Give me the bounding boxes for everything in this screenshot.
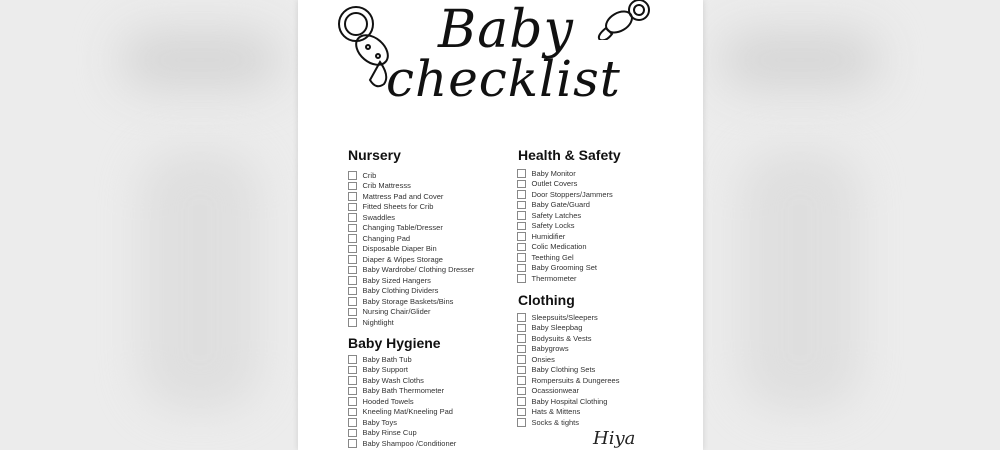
checklist-item: [517, 242, 613, 253]
checklist-item: [348, 244, 474, 255]
checklist-item-label: Baby Monitor: [531, 168, 576, 178]
checklist-page: [298, 0, 703, 450]
checklist-item: [517, 375, 619, 386]
checkbox[interactable]: [517, 201, 526, 210]
checklist-item-label: Baby Storage Baskets/Bins: [362, 296, 454, 306]
checkbox[interactable]: [348, 276, 357, 285]
checkbox[interactable]: [517, 169, 526, 178]
checkbox[interactable]: [348, 297, 357, 306]
pacifier-icon: [594, 0, 654, 40]
checklist-item-label: Babygrows: [531, 344, 569, 354]
checkbox[interactable]: [517, 190, 526, 199]
checkbox[interactable]: [348, 439, 357, 448]
checklist-item: [517, 273, 613, 284]
checkbox[interactable]: [348, 318, 357, 327]
checklist-item: [348, 254, 474, 265]
checkbox[interactable]: [348, 245, 357, 254]
checklist-item-label: Crib Mattresss: [362, 181, 411, 191]
checkbox[interactable]: [348, 203, 357, 212]
checklist-item-label: Mattress Pad and Cover: [362, 191, 444, 201]
checklist-item-label: Baby Bath Tub: [362, 354, 412, 364]
checkbox[interactable]: [348, 287, 357, 296]
checklist-item: [348, 286, 474, 297]
checklist-item-label: Crib: [362, 170, 377, 180]
checklist-item-label: Baby Rinse Cup: [362, 428, 417, 438]
checkbox[interactable]: [348, 192, 357, 201]
checklist-item: [517, 168, 613, 179]
checkbox[interactable]: [348, 355, 357, 364]
checklist-item-label: Baby Toys: [362, 417, 397, 427]
checkbox[interactable]: [517, 345, 526, 354]
nursery-list: [348, 170, 474, 328]
checklist-item: [348, 407, 456, 418]
checkbox[interactable]: [517, 313, 526, 322]
checklist-item-label: Teething Gel: [531, 252, 574, 262]
checkbox[interactable]: [348, 266, 357, 275]
heading-baby-hygiene: Baby Hygiene: [348, 335, 441, 351]
checklist-item-label: Baby Wardrobe/ Clothing Dresser: [362, 265, 475, 275]
checklist-item: [517, 210, 613, 221]
checkbox[interactable]: [348, 308, 357, 317]
title-line-2: checklist: [386, 50, 621, 108]
checklist-item-label: Outlet Covers: [531, 179, 578, 189]
checklist-item-label: Thermometer: [531, 273, 577, 283]
checklist-item-label: Diaper & Wipes Storage: [362, 254, 443, 264]
checkbox[interactable]: [517, 264, 526, 273]
checklist-item: [517, 333, 619, 344]
checklist-item-label: Hooded Towels: [362, 396, 414, 406]
checkbox[interactable]: [517, 376, 526, 385]
checklist-item-label: Baby Gate/Guard: [531, 200, 590, 210]
checklist-item-label: Baby Sleepbag: [531, 323, 583, 333]
checklist-item: [517, 396, 619, 407]
checkbox[interactable]: [517, 222, 526, 231]
checklist-item-label: Swaddles: [362, 212, 396, 222]
checkbox[interactable]: [348, 397, 357, 406]
heading-health-safety: Health & Safety: [518, 147, 621, 163]
checklist-item: [517, 354, 619, 365]
heading-clothing: Clothing: [518, 292, 575, 308]
health-list: [517, 168, 613, 284]
checklist-item-label: Door Stoppers/Jammers: [531, 189, 613, 199]
checklist-item: [348, 438, 456, 449]
checklist-item-label: Socks & tights: [531, 417, 580, 427]
checklist-item: [348, 233, 474, 244]
checkbox[interactable]: [517, 274, 526, 283]
checklist-item-label: Onsies: [531, 354, 555, 364]
checklist-item-label: Nursing Chair/Glider: [362, 307, 431, 317]
checkbox[interactable]: [348, 429, 357, 438]
checkbox[interactable]: [517, 324, 526, 333]
checkbox[interactable]: [348, 224, 357, 233]
checklist-item-label: Fitted Sheets for Crib: [362, 202, 434, 212]
checkbox[interactable]: [517, 387, 526, 396]
checklist-item: [517, 323, 619, 334]
checklist-item-label: Disposable Diaper Bin: [362, 244, 437, 254]
checklist-item-label: Nightlight: [362, 317, 394, 327]
checklist-item-label: Ocassionwear: [531, 386, 580, 396]
checklist-item-label: Kneeling Mat/Kneeling Pad: [362, 407, 453, 417]
checklist-item-label: Baby Support: [362, 365, 408, 375]
checklist-item-label: Rompersuits & Dungerees: [531, 375, 620, 385]
checklist-item: [348, 375, 456, 386]
checklist-item: [348, 386, 456, 397]
checkbox[interactable]: [348, 408, 357, 417]
checklist-item: [348, 275, 474, 286]
background-blur-left: [120, 30, 280, 90]
checklist-item: [517, 221, 613, 232]
checklist-item: [348, 317, 474, 328]
checklist-item: [348, 417, 456, 428]
checklist-item-label: Baby Sized Hangers: [362, 275, 431, 285]
checklist-item-label: Baby Wash Cloths: [362, 375, 424, 385]
checklist-item: [348, 365, 456, 376]
checklist-item-label: Bodysuits & Vests: [531, 333, 592, 343]
checklist-item-label: Baby Clothing Sets: [531, 365, 596, 375]
checkbox[interactable]: [517, 408, 526, 417]
checklist-item: [517, 344, 619, 355]
checklist-item: [517, 200, 613, 211]
checkbox[interactable]: [348, 387, 357, 396]
checklist-item: [517, 189, 613, 200]
checklist-item-label: Humidifier: [531, 231, 566, 241]
checklist-item-label: Baby Hospital Clothing: [531, 396, 608, 406]
checklist-item: [517, 407, 619, 418]
checkbox[interactable]: [348, 182, 357, 191]
checkbox[interactable]: [348, 366, 357, 375]
checklist-item: [348, 202, 474, 213]
checkbox[interactable]: [517, 232, 526, 241]
checkbox[interactable]: [348, 376, 357, 385]
checkbox[interactable]: [517, 397, 526, 406]
checklist-item-label: Safety Locks: [531, 221, 575, 231]
checklist-item: [348, 212, 474, 223]
checklist-item-label: Safety Latches: [531, 210, 582, 220]
checklist-item: [517, 365, 619, 376]
checklist-item-label: Baby Shampoo /Conditioner: [362, 438, 457, 448]
checklist-item: [348, 307, 474, 318]
checkbox[interactable]: [517, 366, 526, 375]
checklist-item: [517, 252, 613, 263]
checklist-item: [348, 181, 474, 192]
checklist-item-label: Baby Bath Thermometer: [362, 386, 445, 396]
hygiene-list: [348, 354, 456, 449]
heading-nursery: Nursery: [348, 147, 401, 163]
checklist-item: [517, 263, 613, 274]
checklist-item: [517, 231, 613, 242]
checkbox[interactable]: [517, 334, 526, 343]
signature: Hiya: [593, 428, 636, 449]
checklist-item: [348, 396, 456, 407]
checkbox[interactable]: [348, 234, 357, 243]
checklist-item-label: Hats & Mittens: [531, 407, 581, 417]
checkbox[interactable]: [517, 253, 526, 262]
checkbox[interactable]: [348, 213, 357, 222]
checklist-item: [517, 386, 619, 397]
checkbox[interactable]: [517, 243, 526, 252]
background-blur-right-2: [740, 150, 860, 410]
checklist-item-label: Colic Medication: [531, 242, 587, 252]
checklist-item: [348, 296, 474, 307]
background-blur-left-2: [140, 150, 260, 410]
checkbox[interactable]: [348, 171, 357, 180]
checkbox[interactable]: [348, 418, 357, 427]
clothing-list: [517, 312, 619, 428]
checklist-item-label: Baby Clothing Dividers: [362, 286, 439, 296]
checklist-item: [348, 265, 474, 276]
checkbox[interactable]: [348, 255, 357, 264]
checklist-item-label: Changing Table/Dresser: [362, 223, 443, 233]
checklist-item: [517, 417, 619, 428]
background-blur-right: [720, 30, 880, 90]
checklist-item: [348, 170, 474, 181]
checklist-item: [517, 312, 619, 323]
checklist-item: [348, 354, 456, 365]
checklist-item: [348, 191, 474, 202]
checkbox[interactable]: [517, 418, 526, 427]
checkbox[interactable]: [517, 355, 526, 364]
title-line-1: Baby: [438, 0, 574, 60]
checkbox[interactable]: [517, 180, 526, 189]
checklist-item: [348, 428, 456, 439]
checklist-item: [517, 179, 613, 190]
checklist-item-label: Changing Pad: [362, 233, 411, 243]
checkbox[interactable]: [517, 211, 526, 220]
checklist-item: [348, 223, 474, 234]
checklist-item-label: Sleepsuits/Sleepers: [531, 312, 598, 322]
checklist-item-label: Baby Grooming Set: [531, 263, 597, 273]
